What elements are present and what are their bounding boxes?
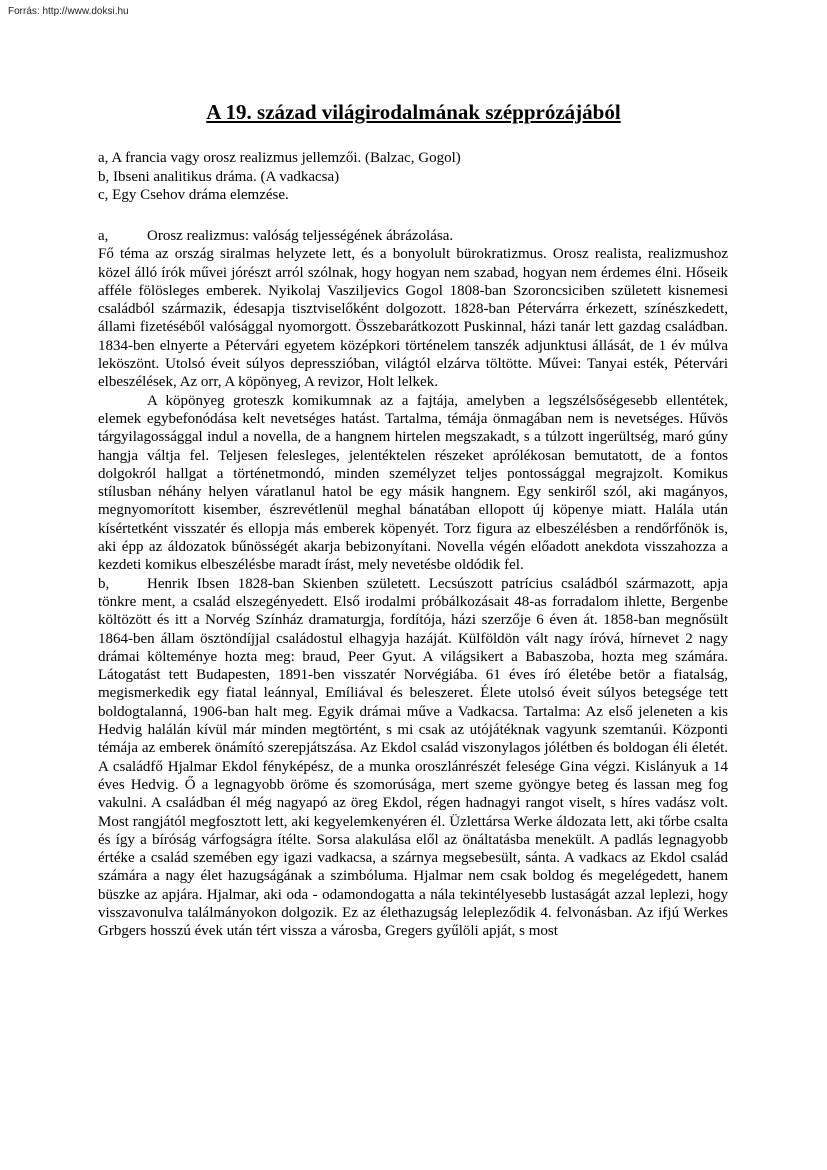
topic-item-a: a, A francia vagy orosz realizmus jellemzői. (Balzac, Gogol): [98, 150, 461, 166]
section-b-text: Henrik Ibsen 1828-ban Skienben született. Lecsúszott patrícius családból származott, apja tönkre ment, a család elszegényedett. Első irodalmi próbálkozásait 48-as forradalom ihlette, Bergenbe költözött és itt a Norvég Színház dramaturgja, fordítója, házi szerzője 6 éven át. 1858-ban megnősült 1864-ben állam ösztöndíjjal családostul elhagyja hazáját. Külföldön vált nagy íróvá, hírnevet 2 nagy drámai költeménye hozta meg: braud, Peer Gyut. A világsikert a Babaszoba, hozta meg számára. Látogatást tett Budapesten, 1891-ben visszatér Norvégiába. 61 éves író életébe betör a fiatalság, megismerkedik egy fiatal leánnyal, Emíliával és beleszeret. Élete utolsó éveit súlyos betegsége tett boldogtalanná, 1906-ban halt meg. Egyik drámai műve a Vadkacsa. Tartalma: Az első jeleneten a kis Hedvig halálán kívül már minden megtörtént, s mi csak az utójátéknak vagyunk szemtanúi. Központi témája az emberek önámító szerepjátszása. Az Ekdol család viszonylagos jólétben és boldogan éli életét. A családfő Hjalmar Ekdol fényképész, de a munka oroszlánrészét felesége Gina végzi. Kislányuk a 14 éves Hedvig. Ő a legnagyobb öröme és szomorúsága, mert szeme gyöngye beteg és lassan meg fog vakulni. A családban él még nagyapó az öreg Ekdol, régen hadnagyi rangot viselt, s híres vadász volt. Most rangjától megfosztott lett, aki kegyelemkenyéren él. Üzlettársa Werke áldozata lett, aki tőrbe csalta és így a bíróság várfogságra ítélte. Sorsa alakulása elől az önáltatásba menekült. A padlás legnagyobb értéke a család szemében egy igazi vadkacsa, a szárnya megsebesült, sánta. A vadkacs az Ekdol család számára a nagy élet hazugságának a szimbóluma. Hjalmar nem csak boldog és megelégedett, hanem büszke az apjára. Hjalmar, aki oda - odamondogatta a nála tekintélyesebb lustaságát azzal leplezi, hogy visszavonulva találmányokon dolgozik. Ez az élethazugság lelepleződik 4. felvonásban. Az ifjú Werkes Grbgers hosszú évek után tért vissza a városba, Gregers gyűlöli apját, s most: [98, 575, 728, 940]
topic-list: [98, 149, 461, 205]
topic-item-b: b, Ibseni analitikus dráma. (A vadkacsa): [98, 168, 340, 185]
section-a-paragraph-2: A köpönyeg groteszk komikumnak az a fajtája, amelyben a legszélsőségesebb ellentétek, elemek egybefonódása kelt nevetséges hatást. Tartalma, témája önmagában nem is nevetséges. Hűvös tárgyilagossággal indul a novella, de a hangnem hirtelen megszakadt, s a túlzott ingerültség, maró gúny hangja váltja fel. Teljesen felesleges, jelentéktelen részeket aprólékosan bemutatott, de a fontos dolgokról hallgat a történetmondó, minden személyzet teljes pontossággal megrajzolt. Komikus stílusban néhány helyen váratlanul hatol be egy másik hangnem. Egy senkiről szól, aki magányos, megnyomorított kisember, észrevétlenül meghal bánatában ellopott új köpenye miatt. Halála után kísértetként visszatér és ellopja más emberek köpenyét. Torz figura az elbeszélésben a rendőrfőnök is, aki épp az áldozatok bűnösségét akarja bebizonyítani. Novella végén előadott anekdota visszahozza a kezdeti komikus elbeszélésbe maradt írást, mely nevetésbe oldódik fel.: [98, 392, 728, 574]
section-a-marker: a,: [98, 228, 109, 244]
section-a-heading: [98, 227, 728, 245]
section-b-marker: b,: [98, 575, 110, 592]
page-title: A 19. század világirodalmának szépprózájából: [206, 100, 621, 124]
section-b-paragraph: [98, 575, 728, 941]
topic-item-c: c, Egy Csehov dráma elemzése.: [98, 187, 289, 203]
section-a-paragraph-1: Fő téma az ország siralmas helyzete lett, és a bonyolult bürokratizmus. Orosz realista, realizmushoz közel álló írók művei jórészt arról szólnak, hogy hogyan nem szabad, hogyan nem érdemes élni. Hőseik afféle fölösleges emberek. Nyikolaj Vasziljevics Gogol 1808-ban Szoroncsiciben született kisnemesi családból származik, édesapja tisztviselőként dolgozott. 1828-ban Pétervárra érkezett, színészkedett, állami fizetéséből valósággal nyomorgott. Összebarátkozott Puskinnal, házi tanár lett gazdag családban. 1834-ben elnyerte a Pétervári egyetem középkori történelem tanszék adjunktusi állását, de 1 év múlva leköszönt. Utolsó éveit súlyos depresszióban, világtól elzárva töltötte. Művei: Tanyai esték, Pétervári elbeszélések, Az orr, A köpönyeg, A revizor, Holt lelkek.: [98, 246, 728, 391]
section-a-heading-text: Orosz realizmus: valóság teljességének ábrázolása.: [147, 228, 454, 244]
source-note: Forrás: http://www.doksi.hu: [8, 6, 129, 17]
document-body: [98, 227, 728, 941]
